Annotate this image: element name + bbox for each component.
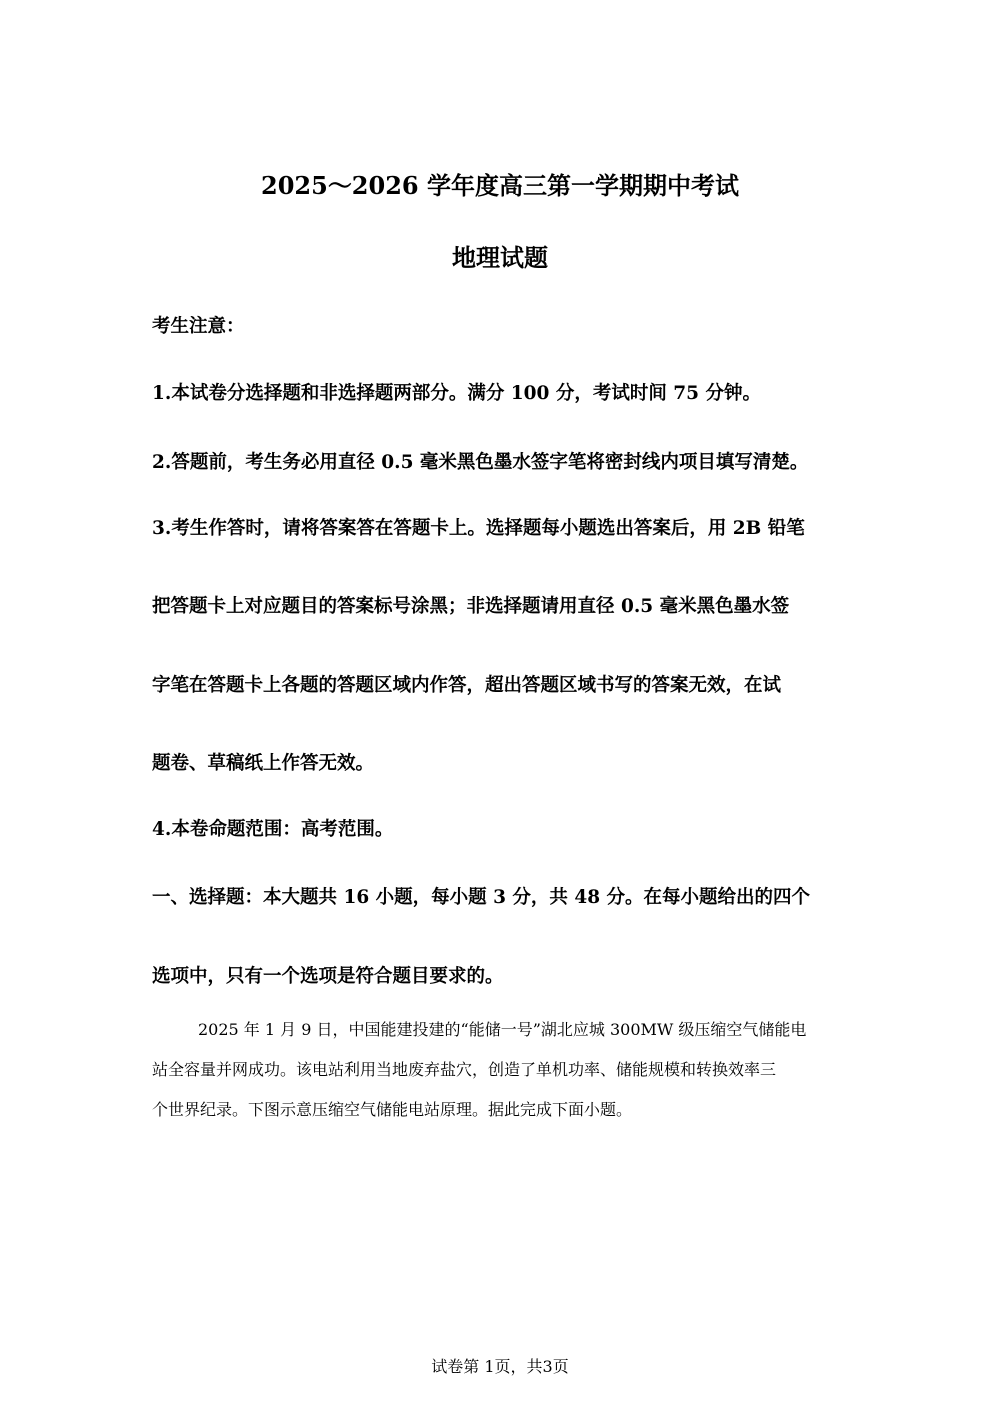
passage-line: 站全容量并网成功。该电站利用当地废弃盐穴，创造了单机功率、储能规模和转换效率三 — [152, 1060, 777, 1079]
notice-line: 3.考生作答时，请将答案答在答题卡上。选择题每小题选出答案后，用 2B 铅笔 — [152, 518, 805, 539]
exam-title: 2025～2026 学年度高三第一学期期中考试 — [261, 171, 739, 200]
section-heading-line: 一、选择题：本大题共 16 小题，每小题 3 分，共 48 分。在每小题给出的四个 — [152, 887, 811, 908]
passage-line: 2025 年 1 月 9 日，中国能建投建的“能储一号”湖北应城 300MW 级压缩空气储能电 — [198, 1020, 807, 1039]
exam-subject: 地理试题 — [452, 243, 548, 272]
notice-line: 2.答题前，考生务必用直径 0.5 毫米黑色墨水签字笔将密封线内项目填写清楚。 — [152, 452, 809, 473]
section-heading-line: 选项中，只有一个选项是符合题目要求的。 — [152, 966, 504, 987]
notice-line: 字笔在答题卡上各题的答题区域内作答，超出答题区域书写的答案无效，在试 — [152, 675, 782, 696]
notice-line: 4.本卷命题范围：高考范围。 — [152, 819, 394, 840]
notice-heading: 考生注意： — [152, 316, 245, 337]
page-footer: 试卷第 1页，共3页 — [431, 1357, 569, 1376]
passage-line: 个世界纪录。下图示意压缩空气储能电站原理。据此完成下面小题。 — [152, 1100, 633, 1119]
notice-line: 把答题卡上对应题目的答案标号涂黑；非选择题请用直径 0.5 毫米黑色墨水签 — [152, 596, 790, 617]
notice-line: 题卷、草稿纸上作答无效。 — [152, 753, 375, 774]
notice-line: 1.本试卷分选择题和非选择题两部分。满分 100 分，考试时间 75 分钟。 — [152, 383, 761, 404]
